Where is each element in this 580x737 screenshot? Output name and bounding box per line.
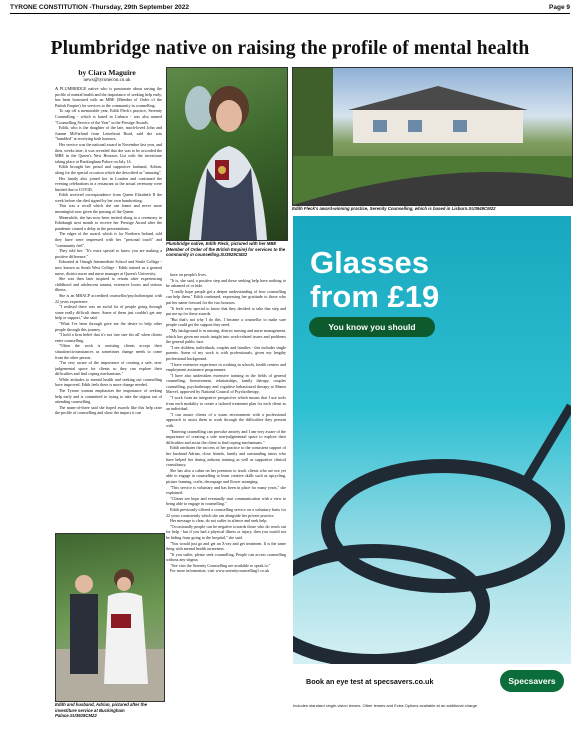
article-paragraph: Edith received correspondence from Queen Elizabeth II the week before she died signed by her own handwriting.: [55, 192, 162, 203]
article-paragraph: "My background is in nursing, district nursing and nurse management, which has given me much insight into work-related issues and problems the general public face.: [166, 327, 286, 345]
article-paragraph: "I realised there was an awful lot of people going through some really difficult times. Some of them just couldn't get any help or support," she said.: [55, 304, 162, 321]
advert-fine-print: Includes standard single-vision lenses. Other lenses and Extra Options available at an additional charge.: [293, 703, 478, 708]
article-paragraph: have on people's lives.: [170, 272, 207, 277]
article-paragraph: "Often the work is assisting clients accept their situation/circumstances as sometimes change needs to come from the other person.: [55, 343, 162, 360]
article-paragraph: The mum-of-three said she hoped awards like this help raise the profile of counselling and show the impact it can: [55, 404, 162, 416]
article-paragraph: She has also a cabin on her premises to teach clients who are not yet able to engage in counselling to learn creative skills such as upcycling, picture framing, crafts, decoupage and flower arranging.: [166, 467, 286, 484]
article-paragraph: A PLUMBRIDGE native who is passionate about raising the profile of mental health and the importance of seeking help early, has been honoured with an MBE (Member of Order of the British Empire) for services to the community in counselling.: [55, 86, 162, 108]
article-paragraph: The edges of the award, which is for Northern Ireland, told they have were impressed with her "personal touch" and "community feel".: [55, 231, 162, 248]
specsavers-logo: Specsavers: [500, 670, 564, 692]
page-header: [10, 4, 570, 11]
premises-illustration: [293, 68, 572, 205]
advert-tagline: You know you should: [309, 317, 435, 337]
article-paragraph: This was a recall which she can frame and never more meaningful now given the passing of the Queen.: [55, 203, 162, 215]
article-paragraph: Her service was the national award in November last year, and then, weeks later, it was revealed that she was to be accorded the MBE in the Queen's New Honours List with the investiture taking place at Buckingham Palace on July 14.: [55, 141, 162, 164]
article-paragraph: Her message is clear, do not suffer in silence and seek help.: [170, 518, 268, 524]
byline: by Ciara Maguire: [78, 68, 136, 77]
article-paragraph: To cap off a memorable year, Edith Fleck's practice, Serenity Counselling - which is based in Lisburn - was also named "Counselling Service of the Year" in the Prestige Awards.: [55, 108, 162, 125]
article-paragraph: "See visit the Serenity Counselling are available to speak to.": [170, 562, 271, 568]
photo-caption-palace: Edith and husband, Adrian, pictured after the investiture service at Buckingham Palace.SU3928CM22: [55, 702, 147, 718]
article-paragraph: Edith previously offered a counselling service on a voluntary basis for 22 years consistently which she ran alongside her private practice.: [166, 506, 286, 518]
header-rule: [10, 13, 570, 14]
article-paragraph: While attitudes to mental health and seeking out counselling have improved, Edith feels there is more change needed.: [55, 376, 162, 388]
article-paragraph: "I have extensive experience in working in schools, health centres and employment assistance programmes.: [166, 361, 286, 373]
article-paragraph: She was then later inspired to retrain after experiencing childhood and adolescent trauma, extensive losses and serious illness.: [55, 276, 162, 293]
article-paragraph: "Entering counselling can provoke anxiety and I am very aware of the importance of creating a safe non-judgemental space to explore their difficulties and assist the client to find coping mechanisms.": [166, 428, 286, 445]
article-paragraph: "I have also undertaken extensive training in the fields of general counselling, bereavement, relationships, family therapy, couples counselling, psychotherapy and cognitive behavioural therapy at Manor Marvel, approved by National Council of Psychotherapy.: [166, 372, 286, 395]
publication-line: TYRONE CONSTITUTION -Thursday, 29th September 2022: [10, 4, 190, 11]
article-paragraph: "What I've been through gave me the desire to help other people through this journey.: [55, 320, 162, 332]
page-number: Page 9: [549, 4, 570, 11]
advert-url-text[interactable]: Book an eye test at specsavers.co.uk: [306, 677, 434, 686]
article-paragraph: "Clients see hope and eventually start communication with a view to being able to engage in counselling.": [166, 495, 286, 507]
photo-caption-premises: Edith Fleck's award-winning practice, Serenity Counselling, which is based in Lisburn.SU3949CM22: [292, 206, 496, 211]
article-paragraph: Edith, who is the daughter of the late, much-loved John and Joanne McFarland from Letterbratt Road, said she was "humbled" at receiving both honours.: [55, 125, 162, 142]
article-paragraph: "This service is voluntary and has been in place for many years," she explained.: [166, 484, 286, 496]
serenity-counselling-photo: [292, 67, 573, 206]
advert-headline-line-2: from £19: [310, 279, 440, 314]
article-paragraph: "You would just go and get an X-ray and get treatment. It is the same thing with mental health awareness.: [166, 540, 286, 552]
article-paragraph: "I work from an integrative perspective which means that I use tools from each modality to create a tailored treatment plan for each client as an individual.: [166, 395, 286, 412]
article-paragraph: She is an MBACP accredited counsellor/psychotherapist with 22 years experience.: [55, 292, 162, 304]
article-paragraph: The Tyrone woman emphasises the importance of seeking help early and is committed to trying to take the stigma out of attending counselling.: [55, 388, 162, 405]
article-paragraph: For more information, visit www.serenitycounselling1.co.uk: [170, 568, 270, 574]
article-paragraph: "Occasionally people can be negative towards those who do reach out for help - but if you had a physical illness or injury, then you would not be hiding from going to the hospital," she said.: [166, 523, 286, 540]
author-email: news@tyronecon.co.uk: [83, 78, 131, 83]
article-column-2: [166, 272, 286, 707]
article-paragraph: "But that's not why I do this. I became a counsellor to make sure people could get the support they need.: [166, 316, 286, 328]
advert-headline-line-1: Glasses: [310, 245, 429, 280]
article-paragraph: Her family also joined her in London and continued the evening celebrations in a restaurant as the actual ceremony were limited due to COVID.: [55, 175, 162, 192]
article-paragraph: "If you suffer, please seek counselling. People can access counselling without any stigma.: [166, 551, 286, 563]
article-headline: Plumbridge native on raising the profile of mental health: [50, 38, 530, 59]
article-paragraph: "I can assure clients of a warm environment with a professional approach to assist them to work through the difficulties they present with.: [166, 411, 286, 429]
edith-mbe-photo: [166, 67, 288, 241]
article-paragraph: "I see children, individuals, couples and families - this includes single parents. Some of my work is with professionals, given my lengthy professional background.: [166, 344, 286, 361]
article-paragraph: Meanwhile, she has now been invited along to a ceremony in Edinburgh next month to receive her Prestige Award after the pandemic caused a delay in the presentations.: [55, 214, 162, 231]
article-paragraph: Edith attributes the success of her practice to the consistent support of her husband Adrian, close friends, family and outstanding tutors who have helped her during arduous training as well as supportive clinical consultancy.: [166, 445, 286, 468]
article-paragraph: "I really hope people get a deeper understanding of how counselling can help them," Edith continued, expressing her gratitude to those who put her name forward for the two honours.: [166, 288, 286, 305]
article-paragraph: Edith brought her proud and supportive husband, Adrian, along for the special occasion which she described as "amazing".: [55, 164, 162, 175]
article-column-1: [55, 86, 162, 531]
article-paragraph: "I hold a firm belief that it's not 'one size fits all' when clients enter counselling.: [55, 332, 162, 343]
article-paragraph: "It is, she said, a positive step and those seeking help have nothing to be ashamed of or hide.: [166, 277, 286, 289]
palace-couple-photo: [55, 533, 165, 702]
couple-illustration: [56, 534, 164, 701]
article-paragraph: They told her: "It's extra special to know you are making a positive difference.": [55, 248, 162, 259]
article-paragraph: "I'm very aware of the importance of creating a safe, non-judgemental space for clients so they can explore their difficulties and find coping mechanisms.": [55, 360, 162, 377]
photo-caption-mbe: Plumbridge native, Edith Fleck, pictured with her MBE (Member of Order of the British Empire) for services to the community in counselling.SU3929CM22: [166, 241, 286, 257]
portrait-illustration: [167, 68, 287, 240]
article-paragraph: "It feels very special to know that they decided to take that step and put me up for these awards.: [166, 305, 286, 317]
article-paragraph: Educated at Omagh Intermediate School and Strule College - now known as South West College - Edith trained as a general nurse, district nurse and nurse manager at Queen's University.: [55, 259, 162, 276]
